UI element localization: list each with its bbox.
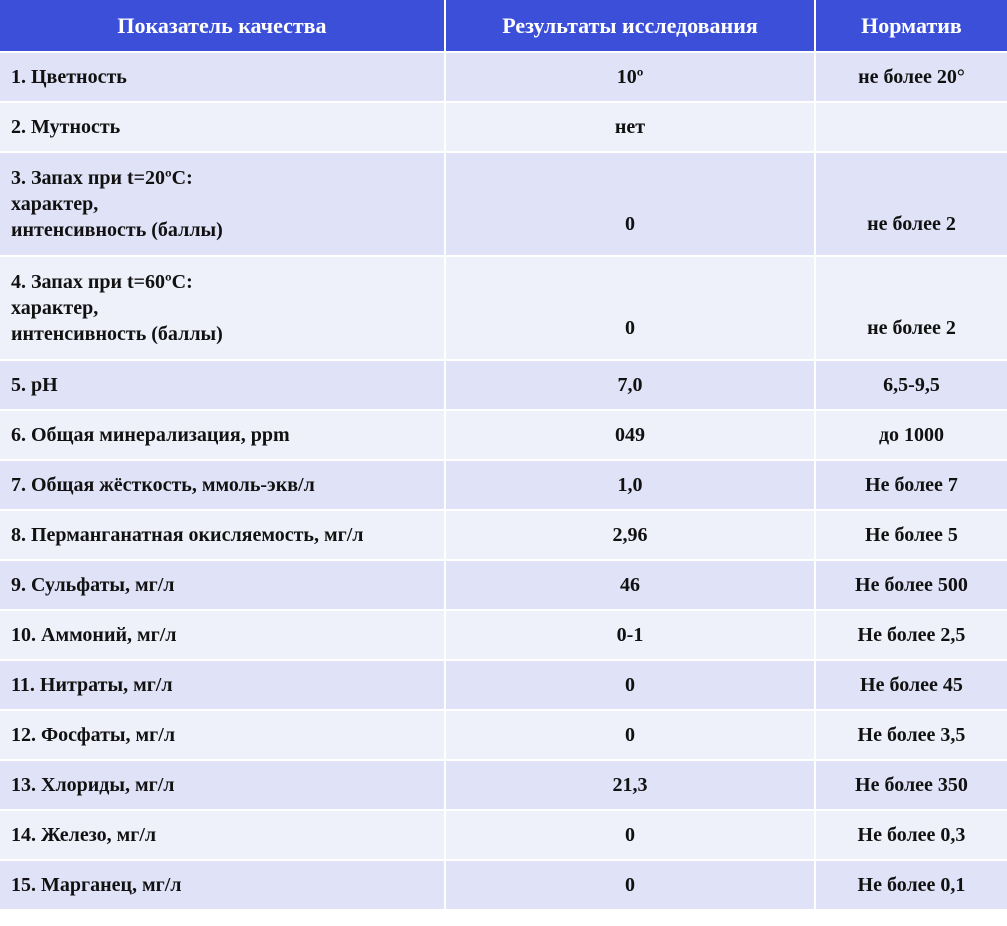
indicator-text: 13. Хлориды, мг/л — [11, 774, 175, 796]
indicator-text: интенсивность (баллы) — [11, 323, 223, 345]
table-header-row — [0, 0, 1007, 53]
table-row — [0, 661, 1007, 711]
indicator-text: 6. Общая минерализация, ppm — [11, 424, 290, 446]
norm-cell: Не более 0,1 — [816, 861, 1007, 909]
result-cell: 7,0 — [446, 361, 816, 409]
result-cell: 049 — [446, 411, 816, 459]
table-row — [0, 561, 1007, 611]
header-indicator: Показатель качества — [0, 0, 446, 51]
indicator-text: характер, — [11, 193, 99, 215]
indicator-text: 8. Перманганатная окисляемость, мг/л — [11, 524, 364, 546]
table-row — [0, 511, 1007, 561]
indicator-cell — [0, 411, 446, 459]
result-cell: 2,96 — [446, 511, 816, 559]
norm-cell: Не более 500 — [816, 561, 1007, 609]
indicator-text: 5. рН — [11, 374, 58, 396]
indicator-cell — [0, 257, 446, 359]
norm-cell: Не более 7 — [816, 461, 1007, 509]
indicator-cell — [0, 861, 446, 909]
norm-cell: не более 20° — [816, 53, 1007, 101]
indicator-cell — [0, 53, 446, 101]
indicator-cell — [0, 103, 446, 151]
indicator-text: 10. Аммоний, мг/л — [11, 624, 177, 646]
table-row — [0, 461, 1007, 511]
result-cell: 0 — [446, 257, 816, 359]
indicator-text: 11. Нитраты, мг/л — [11, 674, 173, 696]
table-row — [0, 257, 1007, 361]
indicator-cell — [0, 711, 446, 759]
table-row — [0, 811, 1007, 861]
result-cell: 10º — [446, 53, 816, 101]
indicator-text: 4. Запах при t=60ºС: — [11, 271, 193, 293]
result-cell: 0-1 — [446, 611, 816, 659]
result-cell: 0 — [446, 711, 816, 759]
indicator-text: 1. Цветность — [11, 66, 127, 88]
table-row — [0, 153, 1007, 257]
norm-cell: не более 2 — [816, 257, 1007, 359]
indicator-cell — [0, 361, 446, 409]
indicator-text: характер, — [11, 297, 99, 319]
norm-cell: до 1000 — [816, 411, 1007, 459]
indicator-cell — [0, 811, 446, 859]
indicator-text: 2. Мутность — [11, 116, 121, 138]
result-cell: 0 — [446, 661, 816, 709]
indicator-cell — [0, 611, 446, 659]
table-row — [0, 361, 1007, 411]
norm-cell: не более 2 — [816, 153, 1007, 255]
indicator-text: 14. Железо, мг/л — [11, 824, 157, 846]
header-result: Результаты исследования — [446, 0, 816, 51]
indicator-text: 9. Сульфаты, мг/л — [11, 574, 175, 596]
indicator-text: 12. Фосфаты, мг/л — [11, 724, 176, 746]
result-cell: нет — [446, 103, 816, 151]
indicator-text: 3. Запах при t=20ºС: — [11, 167, 193, 189]
result-cell: 1,0 — [446, 461, 816, 509]
table-row — [0, 103, 1007, 153]
indicator-cell — [0, 153, 446, 255]
table-row — [0, 711, 1007, 761]
indicator-cell — [0, 661, 446, 709]
indicator-text: 15. Марганец, мг/л — [11, 874, 182, 896]
table-body — [0, 53, 1007, 911]
norm-cell: Не более 45 — [816, 661, 1007, 709]
result-cell: 46 — [446, 561, 816, 609]
norm-cell: 6,5-9,5 — [816, 361, 1007, 409]
indicator-text: интенсивность (баллы) — [11, 219, 223, 241]
table-row — [0, 411, 1007, 461]
indicator-cell — [0, 461, 446, 509]
table-row — [0, 761, 1007, 811]
norm-cell: Не более 3,5 — [816, 711, 1007, 759]
result-cell: 0 — [446, 153, 816, 255]
indicator-text: 7. Общая жёсткость, ммоль-экв/л — [11, 474, 315, 496]
norm-cell: Не более 2,5 — [816, 611, 1007, 659]
norm-cell: Не более 350 — [816, 761, 1007, 809]
result-cell: 0 — [446, 811, 816, 859]
indicator-cell — [0, 511, 446, 559]
result-cell: 0 — [446, 861, 816, 909]
indicator-cell — [0, 561, 446, 609]
indicator-cell — [0, 761, 446, 809]
table-row — [0, 53, 1007, 103]
norm-cell: Не более 0,3 — [816, 811, 1007, 859]
result-cell: 21,3 — [446, 761, 816, 809]
norm-cell — [816, 103, 1007, 151]
table-row — [0, 611, 1007, 661]
table-row — [0, 861, 1007, 911]
norm-cell: Не более 5 — [816, 511, 1007, 559]
header-norm: Норматив — [816, 0, 1007, 51]
